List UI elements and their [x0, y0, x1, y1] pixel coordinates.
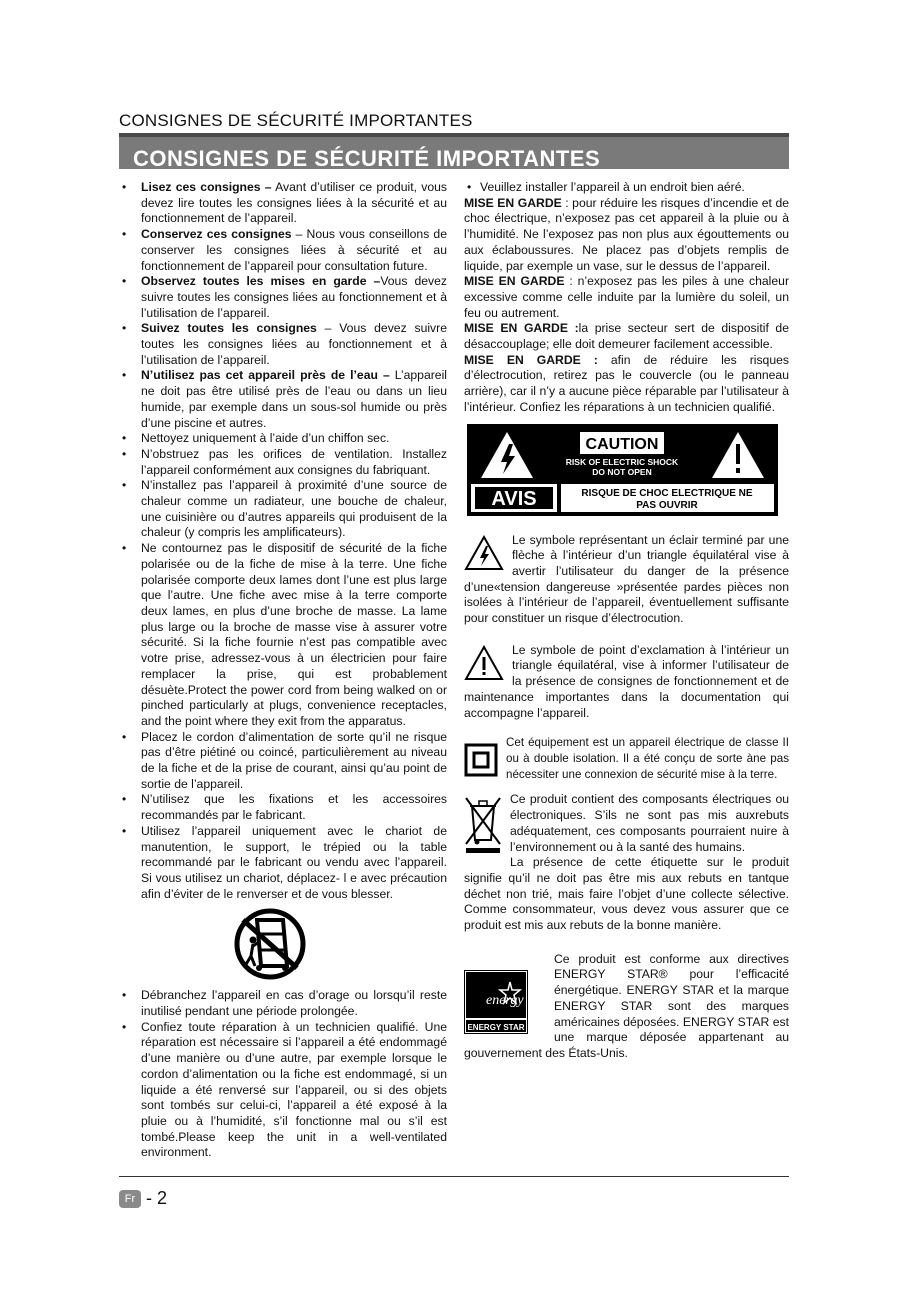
list-item: • Ne contournez pas le dispositif de sécurité de la fiche polarisée ou de la fiche de mise à la terre. Une fiche polarisée comporte deux lames dont l’une est plus large que l’autre. Une fiche avec mise à la terre comporte deux lames, en plus d’une broche de masse. La lame plus large ou la broche de masse vise à assurer votre sécurité. Si la fiche fournie n’est pas compatible avec votre prise, adressez-vous à un électricien pour faire remplacer la prise, qui est probablement désuète.Protect the power cord from being walked on or pinched particularly at plugs, convenience receptacles, and the point where they exit from the apparatus. — [119, 541, 447, 729]
language-badge: Fr — [119, 1190, 141, 1208]
exclamation-triangle-icon — [464, 645, 504, 681]
list-item: • Veuillez installer l’appareil à un endroit bien aéré. — [464, 180, 789, 196]
svg-text:RISQUE DE CHOC ELECTRIQUE NE: RISQUE DE CHOC ELECTRIQUE NE — [581, 487, 753, 499]
warning-paragraph: MISE EN GARDE : pour réduire les risques d’incendie et de choc électrique, n’exposez pas cet appareil à la pluie ou à l’humidité. Ne l’exposez pas non plus aux égouttements ou aux éclaboussures. Ne placez pas d’objets remplis de liquide, par exemple un vase, sur le dessus de l’appareil. — [464, 195, 790, 273]
crossed-bin-icon — [464, 794, 502, 854]
svg-text:ENERGY STAR: ENERGY STAR — [467, 1022, 525, 1032]
class2-note: Cet équipement est un appareil électrique de classe II ou à double isolation. Il a été conçu de sorte àne pas nécessiter une connexion de sécurité mise à la terre. — [464, 735, 789, 782]
energy-star-logo-icon — [464, 970, 528, 1034]
banner-title: CONSIGNES DE SÉCURITÉ IMPORTANTES — [133, 146, 601, 171]
list-item: • Nettoyez uniquement à l’aide d’un chiffon sec. — [119, 431, 447, 447]
lightning-symbol-note: Le symbole représentant un éclair terminé par une flèche à l’intérieur d’un triangle équilatéral vise à avertir l’utilisateur du danger de la présence d’une«tension dangereuse »présentée pardes pièces non isolées à l’intérieur de l’appareil, éventuellement suffisante pour constituer un risque d’électrocution. — [464, 532, 789, 626]
warning-paragraph: MISE EN GARDE : afin de réduire les risques d’électrocution, retirez pas le couvercle (ou le panneau arrière), car il n’y a aucune pièce réparable par l’utilisateur à l’intérieur. Confiez les réparations à un technicien qualifié. — [464, 352, 789, 414]
safety-list-continued — [119, 988, 447, 1161]
list-item: • Débranchez l’appareil en cas d’orage ou lorsqu’il reste inutilisé pendant une période prolongée. — [119, 988, 447, 1019]
list-item: • Confiez toute réparation à un technicien qualifié. Une réparation est nécessaire si l’appareil a été endommagé d’une manière ou d’une autre, par exemple lorsque le cordon d’alimentation ou la fiche est endommagé, si un liquide a été renversé sur l’appareil, ou si des objets sont tombés sur celui-ci, l’appareil a été exposé à la pluie ou à l’humidité, s’il fonctionne mal ou s’il est tombé.Please keep the unit in a well-ventilated environment. — [119, 1020, 447, 1161]
list-item: • N’utilisez que les fixations et les accessoires recommandés par le fabricant. — [119, 792, 447, 823]
cart-tipover-warning-icon — [229, 908, 311, 980]
safety-list — [119, 180, 447, 902]
caution-label — [467, 424, 778, 516]
energy-star-note: energy ENERGY STAR Ce produit est conforme aux directives ENERGY STAR® pour l’efficacité énergétique. ENERGY STAR et la marque ENERGY STAR sont des marques américaines déposées. ENERGY STAR est une marque déposée appartenant au gouvernement des États-Unis. — [464, 951, 789, 1060]
svg-text:DO NOT OPEN: DO NOT OPEN — [592, 466, 652, 477]
warning-paragraph: MISE EN GARDE : n’exposez pas les piles à une chaleur excessive comme celle induite par la lumière du soleil, un feu ou autrement. — [464, 274, 790, 320]
svg-text:CAUTION: CAUTION — [585, 435, 659, 453]
page-number: - 2 — [146, 1188, 168, 1208]
right-column — [464, 180, 789, 1062]
list-item: • N’utilisez pas cet appareil près de l’eau – L’appareil ne doit pas être utilisé près de l’eau ou dans un lieu humide, par exemple dans un sous-sol humide ou près d’une piscine et autres. — [119, 368, 447, 431]
svg-text:RISK OF ELECTRIC SHOCK: RISK OF ELECTRIC SHOCK — [565, 456, 679, 467]
svg-text:energy: energy — [486, 992, 524, 1008]
lightning-triangle-icon — [464, 535, 504, 571]
list-item: • Lisez ces consignes – Avant d’utiliser ce produit, vous devez lire toutes les consignes liées à la sécurité et au fonctionnement de l’appareil. — [119, 180, 447, 227]
svg-text:AVIS: AVIS — [491, 487, 537, 510]
list-item: • Conservez ces consignes – Nous vous conseillons de conserver les consignes liées à sécurité et au fonctionnement de l’appareil pour consultation future. — [119, 227, 447, 274]
section-banner — [119, 133, 789, 169]
list-item: • Utilisez l’appareil uniquement avec le chariot de manutention, le support, le trépied ou la table recommandé par le fabricant ou vendu avec l’appareil. Si vous utilisez un chariot, déplacez- l e avec précaution afin d’éviter de le renverser et de vous blesser. — [119, 824, 447, 903]
left-column — [119, 180, 447, 1161]
list-item: • N’installez pas l’appareil à proximité d’une source de chaleur comme un radiateur, une bouche de chaleur, une cuisinière ou d’autres appareils qui produisent de la chaleur (y compris les amplificateurs). — [119, 478, 447, 541]
ventilation-list — [464, 180, 789, 196]
double-insulation-icon — [464, 743, 498, 777]
exclamation-symbol-note: Le symbole de point d’exclamation à l’intérieur un triangle équilatéral, vise à informer l’utilisateur de la présence de consignes de fonctionnement et de maintenance importantes dans la documentation qui accompagne l’appareil. — [464, 642, 789, 720]
weee-note: Ce produit contient des composants électriques ou électroniques. S’ils ne sont pas mis auxrebuts adéquatement, ces composants pourraient nuire à l’environnement ou à la santé des humains. La présence de cette étiquette sur le produit signifie qu’il ne doit pas être mis aux rebuts en tantque déchet non trié, mais faire l’objet d’une collecte sélective. Comme consommateur, vous devez vous assurer que ce produit est mis aux rebuts de la bonne manière. — [464, 792, 789, 933]
warning-paragraph: MISE EN GARDE :la prise secteur sert de dispositif de désaccouplage; elle doit demeurer facilement accessible. — [464, 321, 789, 352]
page-header-title: CONSIGNES DE SÉCURITÉ IMPORTANTES — [119, 111, 473, 130]
list-item: • N’obstruez pas les orifices de ventilation. Installez l’appareil conformément aux consignes du fabriquant. — [119, 447, 447, 478]
list-item: • Observez toutes les mises en garde –Vous devez suivre toutes les consignes liées au fonctionnement et à l’utilisation de l’appareil. — [119, 274, 447, 321]
svg-text:PAS OUVRIR: PAS OUVRIR — [636, 499, 698, 511]
list-item: • Placez le cordon d’alimentation de sorte qu’il ne risque pas d’être piétiné ou coincé, particulièrement au niveau de la fiche et de la prise de courant, ainsi qu’au point de sortie de l’appareil. — [119, 730, 447, 793]
footer-divider — [119, 1176, 789, 1177]
list-item: • Suivez toutes les consignes – Vous devez suivre toutes les consignes liées au fonctionnement et à l’utilisation de l’appareil. — [119, 321, 447, 368]
